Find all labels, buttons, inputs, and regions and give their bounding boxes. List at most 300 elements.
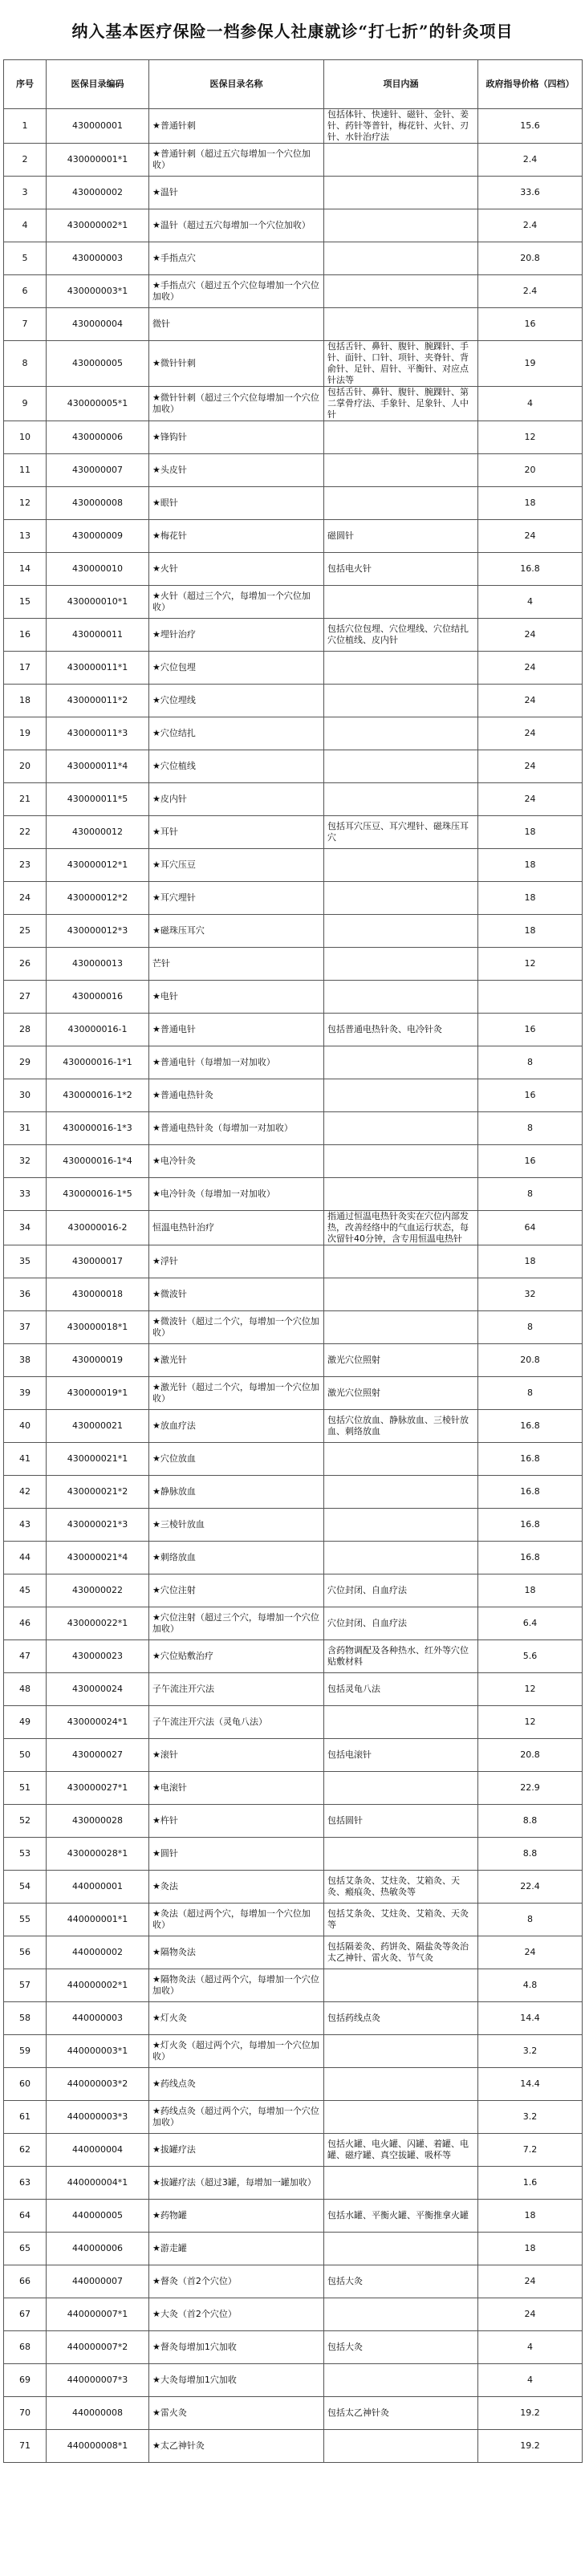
row-price: 22.4 bbox=[478, 1871, 583, 1904]
row-seq: 57 bbox=[4, 1969, 47, 2002]
table-row bbox=[4, 1969, 583, 2002]
row-name: ★穴位埋线 bbox=[149, 685, 324, 717]
row-content: 包括电滚针 bbox=[324, 1739, 478, 1772]
row-name: ★穴位结扎 bbox=[149, 717, 324, 750]
row-price: 12 bbox=[478, 948, 583, 981]
row-seq: 23 bbox=[4, 849, 47, 882]
row-code: 440000001 bbox=[47, 1871, 149, 1904]
row-name: ★微波针（超过二个穴，每增加一个穴位加收） bbox=[149, 1311, 324, 1344]
row-seq: 21 bbox=[4, 783, 47, 816]
table-row bbox=[4, 783, 583, 816]
row-code: 430000016-1*4 bbox=[47, 1145, 149, 1178]
table-row bbox=[4, 1739, 583, 1772]
row-seq: 45 bbox=[4, 1574, 47, 1607]
row-price: 20 bbox=[478, 454, 583, 487]
row-code: 430000019 bbox=[47, 1344, 149, 1377]
row-name: ★圆针 bbox=[149, 1838, 324, 1871]
row-price: 4 bbox=[478, 2364, 583, 2397]
row-seq: 11 bbox=[4, 454, 47, 487]
row-price: 2.4 bbox=[478, 275, 583, 308]
row-price: 19 bbox=[478, 341, 583, 387]
row-code: 440000003*3 bbox=[47, 2101, 149, 2134]
row-content bbox=[324, 1476, 478, 1509]
row-code: 430000002*1 bbox=[47, 209, 149, 242]
row-content bbox=[324, 487, 478, 520]
row-seq: 34 bbox=[4, 1211, 47, 1245]
row-content: 包括耳穴压豆、耳穴埋针、磁珠压耳穴 bbox=[324, 816, 478, 849]
table-row bbox=[4, 209, 583, 242]
row-price: 16.8 bbox=[478, 1410, 583, 1443]
row-seq: 30 bbox=[4, 1079, 47, 1112]
row-name: ★三棱针放血 bbox=[149, 1509, 324, 1542]
row-price: 14.4 bbox=[478, 2002, 583, 2035]
row-price: 4.8 bbox=[478, 1969, 583, 2002]
row-code: 440000007 bbox=[47, 2265, 149, 2298]
row-seq: 22 bbox=[4, 816, 47, 849]
row-seq: 4 bbox=[4, 209, 47, 242]
table-row bbox=[4, 652, 583, 685]
row-seq: 3 bbox=[4, 177, 47, 209]
row-price: 18 bbox=[478, 849, 583, 882]
row-code: 430000011*3 bbox=[47, 717, 149, 750]
table-row bbox=[4, 1772, 583, 1805]
row-content: 包括圆针 bbox=[324, 1805, 478, 1838]
page-title: 纳入基本医疗保险一档参保人社康就诊“打七折”的针灸项目 bbox=[71, 21, 514, 41]
table-header-row bbox=[4, 60, 583, 109]
row-code: 430000024*1 bbox=[47, 1706, 149, 1739]
row-name: ★雷火灸 bbox=[149, 2397, 324, 2430]
table-row bbox=[4, 2233, 583, 2265]
row-code: 440000004 bbox=[47, 2134, 149, 2167]
table-row bbox=[4, 2002, 583, 2035]
row-code: 430000019*1 bbox=[47, 1377, 149, 1410]
row-name: ★穴位注射 bbox=[149, 1574, 324, 1607]
table-row bbox=[4, 1377, 583, 1410]
row-price: 33.6 bbox=[478, 177, 583, 209]
row-content: 指通过恒温电热针灸实在穴位内部发热，改善经络中的气血运行状态，每次留针40分钟，含专用恒温电热针 bbox=[324, 1211, 478, 1245]
row-name: ★埋针治疗 bbox=[149, 619, 324, 652]
row-content bbox=[324, 1311, 478, 1344]
row-content bbox=[324, 2233, 478, 2265]
row-content bbox=[324, 1969, 478, 2002]
row-content bbox=[324, 652, 478, 685]
table-row bbox=[4, 1112, 583, 1145]
row-price: 24 bbox=[478, 750, 583, 783]
row-seq: 1 bbox=[4, 109, 47, 144]
table-row bbox=[4, 981, 583, 1014]
row-content: 包括电火针 bbox=[324, 553, 478, 586]
row-content: 包括普通电热针灸、电冷针灸 bbox=[324, 1014, 478, 1046]
row-seq: 39 bbox=[4, 1377, 47, 1410]
row-code: 440000003 bbox=[47, 2002, 149, 2035]
row-content bbox=[324, 2430, 478, 2463]
row-seq: 71 bbox=[4, 2430, 47, 2463]
row-code: 430000007 bbox=[47, 454, 149, 487]
row-code: 430000021 bbox=[47, 1410, 149, 1443]
header-seq: 序号 bbox=[4, 60, 47, 109]
header-name: 医保目录名称 bbox=[149, 60, 324, 109]
row-code: 430000002 bbox=[47, 177, 149, 209]
row-price: 18 bbox=[478, 915, 583, 948]
row-content: 包括大灸 bbox=[324, 2331, 478, 2364]
row-content: 穴位封闭、自血疗法 bbox=[324, 1607, 478, 1640]
row-price: 24 bbox=[478, 685, 583, 717]
row-seq: 66 bbox=[4, 2265, 47, 2298]
table-row bbox=[4, 2364, 583, 2397]
row-name: ★微波针 bbox=[149, 1278, 324, 1311]
row-name: ★灯火灸 bbox=[149, 2002, 324, 2035]
row-seq: 60 bbox=[4, 2068, 47, 2101]
row-seq: 15 bbox=[4, 586, 47, 619]
row-price: 16.8 bbox=[478, 553, 583, 586]
table-row bbox=[4, 1014, 583, 1046]
row-name: ★微针针刺 bbox=[149, 341, 324, 387]
row-name: ★大灸（首2个穴位） bbox=[149, 2298, 324, 2331]
row-price: 24 bbox=[478, 520, 583, 553]
row-name: ★电滚针 bbox=[149, 1772, 324, 1805]
row-seq: 46 bbox=[4, 1607, 47, 1640]
row-content bbox=[324, 308, 478, 341]
row-content bbox=[324, 1046, 478, 1079]
table-row bbox=[4, 1245, 583, 1278]
row-price: 18 bbox=[478, 882, 583, 915]
row-content bbox=[324, 717, 478, 750]
row-content: 激光穴位照射 bbox=[324, 1344, 478, 1377]
row-content bbox=[324, 275, 478, 308]
row-code: 440000003*2 bbox=[47, 2068, 149, 2101]
row-price: 24 bbox=[478, 717, 583, 750]
row-content bbox=[324, 2101, 478, 2134]
row-name: 子午流注开穴法（灵龟八法） bbox=[149, 1706, 324, 1739]
table-row bbox=[4, 1509, 583, 1542]
table-row bbox=[4, 750, 583, 783]
table-row bbox=[4, 1574, 583, 1607]
row-seq: 63 bbox=[4, 2167, 47, 2200]
row-content: 磁圆针 bbox=[324, 520, 478, 553]
table-row bbox=[4, 1211, 583, 1245]
row-seq: 50 bbox=[4, 1739, 47, 1772]
row-code: 430000027*1 bbox=[47, 1772, 149, 1805]
row-name: ★火针（超过三个穴，每增加一个穴位加收） bbox=[149, 586, 324, 619]
row-price bbox=[478, 981, 583, 1014]
row-code: 440000007*1 bbox=[47, 2298, 149, 2331]
row-code: 430000012*1 bbox=[47, 849, 149, 882]
table-row bbox=[4, 341, 583, 387]
row-name: ★电冷针灸（每增加一对加收） bbox=[149, 1178, 324, 1211]
row-name: ★药线点灸（超过两个穴，每增加一个穴位加收） bbox=[149, 2101, 324, 2134]
row-seq: 19 bbox=[4, 717, 47, 750]
row-seq: 13 bbox=[4, 520, 47, 553]
row-code: 430000016-1*2 bbox=[47, 1079, 149, 1112]
row-price: 24 bbox=[478, 1936, 583, 1969]
row-price: 18 bbox=[478, 2200, 583, 2233]
row-content: 包括艾条灸、艾炷灸、艾箱灸、天灸、瘢痕灸、热敏灸等 bbox=[324, 1871, 478, 1904]
row-price: 19.2 bbox=[478, 2430, 583, 2463]
row-price: 22.9 bbox=[478, 1772, 583, 1805]
table-row bbox=[4, 2430, 583, 2463]
row-content bbox=[324, 882, 478, 915]
row-price: 8.8 bbox=[478, 1838, 583, 1871]
row-seq: 65 bbox=[4, 2233, 47, 2265]
row-price: 24 bbox=[478, 2298, 583, 2331]
row-name: ★激光针（超过二个穴，每增加一个穴位加收） bbox=[149, 1377, 324, 1410]
row-code: 430000013 bbox=[47, 948, 149, 981]
row-seq: 9 bbox=[4, 387, 47, 421]
row-code: 430000012*2 bbox=[47, 882, 149, 915]
acupuncture-items-table bbox=[3, 59, 583, 2463]
row-price: 16 bbox=[478, 1014, 583, 1046]
table-row bbox=[4, 1079, 583, 1112]
row-price: 8 bbox=[478, 1178, 583, 1211]
row-name: ★电冷针灸 bbox=[149, 1145, 324, 1178]
table-row bbox=[4, 586, 583, 619]
row-code: 440000004*1 bbox=[47, 2167, 149, 2200]
row-seq: 33 bbox=[4, 1178, 47, 1211]
row-code: 430000010*1 bbox=[47, 586, 149, 619]
row-content bbox=[324, 685, 478, 717]
table-row bbox=[4, 1706, 583, 1739]
row-name: ★静脉放血 bbox=[149, 1476, 324, 1509]
row-content: 含药物调配及各种热水、红外等穴位贴敷材料 bbox=[324, 1640, 478, 1673]
table-row bbox=[4, 1443, 583, 1476]
table-row bbox=[4, 1476, 583, 1509]
row-seq: 16 bbox=[4, 619, 47, 652]
table-row bbox=[4, 685, 583, 717]
row-code: 430000001*1 bbox=[47, 144, 149, 177]
table-row bbox=[4, 2298, 583, 2331]
row-price: 12 bbox=[478, 1673, 583, 1706]
row-code: 430000006 bbox=[47, 421, 149, 454]
row-code: 430000021*3 bbox=[47, 1509, 149, 1542]
row-name: ★手指点穴 bbox=[149, 242, 324, 275]
row-name: ★放血疗法 bbox=[149, 1410, 324, 1443]
row-content bbox=[324, 1178, 478, 1211]
row-price: 32 bbox=[478, 1278, 583, 1311]
row-name: ★浮针 bbox=[149, 1245, 324, 1278]
row-seq: 68 bbox=[4, 2331, 47, 2364]
row-code: 430000016-2 bbox=[47, 1211, 149, 1245]
table-row bbox=[4, 2134, 583, 2167]
row-code: 430000021*2 bbox=[47, 1476, 149, 1509]
table-row bbox=[4, 242, 583, 275]
row-content: 包括大灸 bbox=[324, 2265, 478, 2298]
row-name: ★普通针刺（超过五穴每增加一个穴位加收） bbox=[149, 144, 324, 177]
row-price: 24 bbox=[478, 783, 583, 816]
table-row bbox=[4, 109, 583, 144]
row-content bbox=[324, 1278, 478, 1311]
row-content bbox=[324, 1112, 478, 1145]
row-seq: 54 bbox=[4, 1871, 47, 1904]
row-seq: 27 bbox=[4, 981, 47, 1014]
row-name: ★普通电针（每增加一对加收） bbox=[149, 1046, 324, 1079]
row-seq: 26 bbox=[4, 948, 47, 981]
row-name: 子午流注开穴法 bbox=[149, 1673, 324, 1706]
row-code: 430000011*4 bbox=[47, 750, 149, 783]
row-seq: 59 bbox=[4, 2035, 47, 2068]
row-seq: 40 bbox=[4, 1410, 47, 1443]
row-content bbox=[324, 144, 478, 177]
row-price: 3.2 bbox=[478, 2035, 583, 2068]
row-code: 430000021*1 bbox=[47, 1443, 149, 1476]
row-code: 440000008 bbox=[47, 2397, 149, 2430]
table-row bbox=[4, 1542, 583, 1574]
row-name: ★隔物灸法（超过两个穴，每增加一个穴位加收） bbox=[149, 1969, 324, 2002]
row-content bbox=[324, 1706, 478, 1739]
table-row bbox=[4, 849, 583, 882]
row-code: 440000008*1 bbox=[47, 2430, 149, 2463]
row-code: 430000028*1 bbox=[47, 1838, 149, 1871]
row-price: 19.2 bbox=[478, 2397, 583, 2430]
row-price: 4 bbox=[478, 2331, 583, 2364]
row-seq: 38 bbox=[4, 1344, 47, 1377]
row-name: ★药线点灸 bbox=[149, 2068, 324, 2101]
row-code: 440000003*1 bbox=[47, 2035, 149, 2068]
row-price: 16 bbox=[478, 308, 583, 341]
row-price: 8 bbox=[478, 1904, 583, 1936]
row-code: 440000001*1 bbox=[47, 1904, 149, 1936]
row-seq: 64 bbox=[4, 2200, 47, 2233]
header-content: 项目内涵 bbox=[324, 60, 478, 109]
row-content bbox=[324, 1509, 478, 1542]
row-seq: 69 bbox=[4, 2364, 47, 2397]
row-code: 430000022*1 bbox=[47, 1607, 149, 1640]
row-code: 430000003 bbox=[47, 242, 149, 275]
table-row bbox=[4, 2397, 583, 2430]
row-code: 430000016-1*3 bbox=[47, 1112, 149, 1145]
row-price: 18 bbox=[478, 1574, 583, 1607]
row-content bbox=[324, 981, 478, 1014]
table-row bbox=[4, 717, 583, 750]
row-code: 430000004 bbox=[47, 308, 149, 341]
row-price: 5.6 bbox=[478, 1640, 583, 1673]
row-price: 2.4 bbox=[478, 209, 583, 242]
row-seq: 67 bbox=[4, 2298, 47, 2331]
row-price: 20.8 bbox=[478, 1739, 583, 1772]
row-content: 包括舌针、鼻针、腹针、腕踝针、手针、面针、口针、项针、夹脊针、背俞针、足针、眉针、平衡针、对应点针法等 bbox=[324, 341, 478, 387]
row-price: 20.8 bbox=[478, 242, 583, 275]
row-seq: 43 bbox=[4, 1509, 47, 1542]
row-code: 440000005 bbox=[47, 2200, 149, 2233]
row-seq: 52 bbox=[4, 1805, 47, 1838]
row-name: ★灸法（超过两个穴，每增加一个穴位加收） bbox=[149, 1904, 324, 1936]
row-price: 2.4 bbox=[478, 144, 583, 177]
row-seq: 24 bbox=[4, 882, 47, 915]
row-name: ★耳针 bbox=[149, 816, 324, 849]
row-content: 包括艾条灸、艾炷灸、艾箱灸、天灸等 bbox=[324, 1904, 478, 1936]
row-seq: 25 bbox=[4, 915, 47, 948]
table-row bbox=[4, 1178, 583, 1211]
table-row bbox=[4, 308, 583, 341]
table-row bbox=[4, 1904, 583, 1936]
row-price: 1.6 bbox=[478, 2167, 583, 2200]
row-seq: 14 bbox=[4, 553, 47, 586]
table-row bbox=[4, 421, 583, 454]
row-content: 包括穴位包埋、穴位埋线、穴位结扎穴位植线、皮内针 bbox=[324, 619, 478, 652]
row-price: 18 bbox=[478, 816, 583, 849]
row-name: ★眼针 bbox=[149, 487, 324, 520]
row-content bbox=[324, 2068, 478, 2101]
row-content bbox=[324, 1838, 478, 1871]
row-name: ★穴位植线 bbox=[149, 750, 324, 783]
row-seq: 35 bbox=[4, 1245, 47, 1278]
row-code: 430000003*1 bbox=[47, 275, 149, 308]
row-price: 16.8 bbox=[478, 1509, 583, 1542]
row-content bbox=[324, 849, 478, 882]
table-row bbox=[4, 454, 583, 487]
table-row bbox=[4, 1410, 583, 1443]
row-seq: 2 bbox=[4, 144, 47, 177]
row-seq: 36 bbox=[4, 1278, 47, 1311]
row-name: ★激光针 bbox=[149, 1344, 324, 1377]
row-content bbox=[324, 421, 478, 454]
table-row bbox=[4, 1145, 583, 1178]
row-code: 440000006 bbox=[47, 2233, 149, 2265]
row-content bbox=[324, 586, 478, 619]
row-code: 430000028 bbox=[47, 1805, 149, 1838]
row-price: 6.4 bbox=[478, 1607, 583, 1640]
row-name: ★温针 bbox=[149, 177, 324, 209]
row-name: ★穴位贴敷治疗 bbox=[149, 1640, 324, 1673]
row-code: 430000024 bbox=[47, 1673, 149, 1706]
row-content: 包括隔姜灸、药饼灸、隔盐灸等灸治太乙神针、雷火灸、节气灸 bbox=[324, 1936, 478, 1969]
row-seq: 29 bbox=[4, 1046, 47, 1079]
table-row bbox=[4, 2101, 583, 2134]
header-code: 医保目录编码 bbox=[47, 60, 149, 109]
row-code: 440000007*2 bbox=[47, 2331, 149, 2364]
row-name: ★梅花针 bbox=[149, 520, 324, 553]
row-seq: 37 bbox=[4, 1311, 47, 1344]
row-content: 包括太乙神针灸 bbox=[324, 2397, 478, 2430]
row-name: ★耳穴埋针 bbox=[149, 882, 324, 915]
row-name: ★普通针刺 bbox=[149, 109, 324, 144]
row-name: ★滚针 bbox=[149, 1739, 324, 1772]
table-row bbox=[4, 1936, 583, 1969]
row-content bbox=[324, 1145, 478, 1178]
table-row bbox=[4, 1871, 583, 1904]
row-code: 430000018 bbox=[47, 1278, 149, 1311]
row-price: 8 bbox=[478, 1377, 583, 1410]
row-content: 包括穴位放血、静脉放血、三棱针放血、刺络放血 bbox=[324, 1410, 478, 1443]
row-price: 18 bbox=[478, 487, 583, 520]
row-code: 430000016 bbox=[47, 981, 149, 1014]
row-content: 包括药线点灸 bbox=[324, 2002, 478, 2035]
row-code: 430000027 bbox=[47, 1739, 149, 1772]
row-seq: 12 bbox=[4, 487, 47, 520]
table-row bbox=[4, 1838, 583, 1871]
row-seq: 7 bbox=[4, 308, 47, 341]
table-row bbox=[4, 882, 583, 915]
row-price: 16.8 bbox=[478, 1542, 583, 1574]
row-price: 24 bbox=[478, 619, 583, 652]
row-price: 12 bbox=[478, 1706, 583, 1739]
row-name: ★微针针刺（超过三个穴位每增加一个穴位加收） bbox=[149, 387, 324, 421]
row-content bbox=[324, 1443, 478, 1476]
row-price: 4 bbox=[478, 586, 583, 619]
row-content bbox=[324, 242, 478, 275]
row-seq: 31 bbox=[4, 1112, 47, 1145]
row-seq: 28 bbox=[4, 1014, 47, 1046]
row-code: 430000005*1 bbox=[47, 387, 149, 421]
row-content bbox=[324, 209, 478, 242]
row-code: 430000010 bbox=[47, 553, 149, 586]
table-row bbox=[4, 948, 583, 981]
row-code: 430000011 bbox=[47, 619, 149, 652]
row-name: ★电针 bbox=[149, 981, 324, 1014]
table-row bbox=[4, 487, 583, 520]
row-seq: 41 bbox=[4, 1443, 47, 1476]
row-seq: 42 bbox=[4, 1476, 47, 1509]
row-price: 24 bbox=[478, 2265, 583, 2298]
